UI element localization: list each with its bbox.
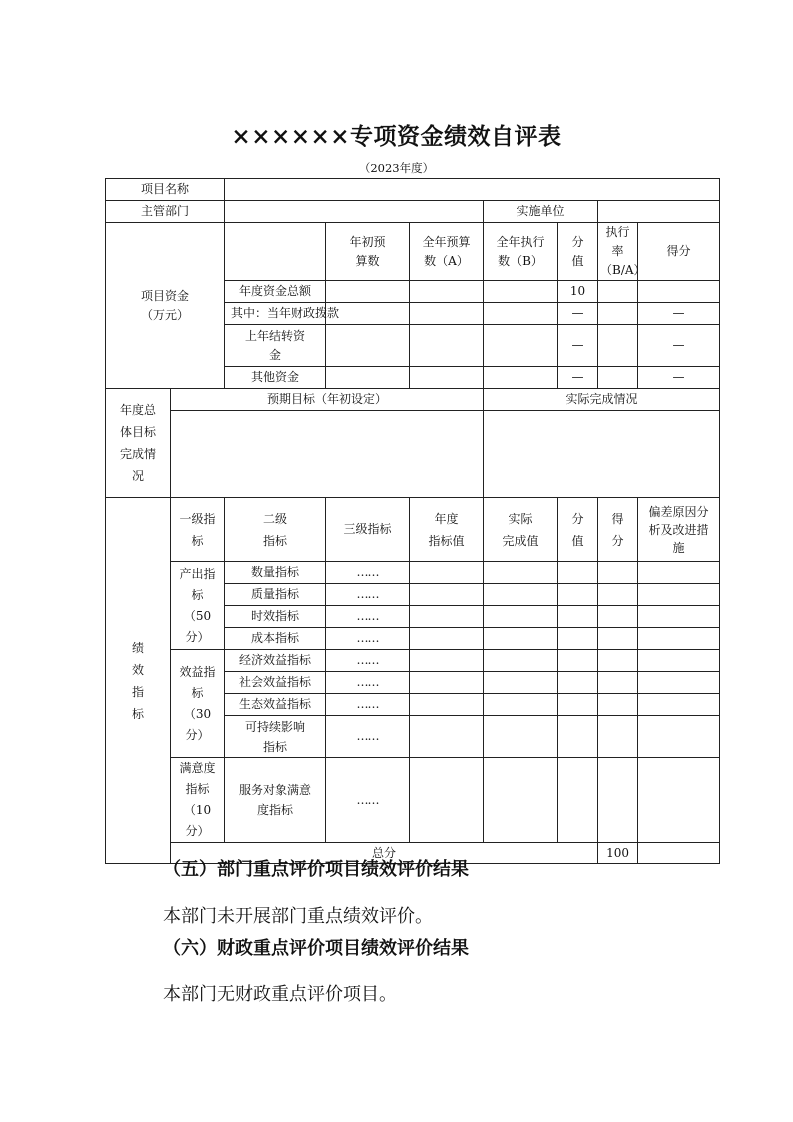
dash: —	[638, 325, 720, 367]
perf-reason-header: 偏差原因分 析及改进措 施	[638, 498, 720, 562]
section6-heading: （六）财政重点评价项目绩效评价结果	[163, 938, 469, 959]
indicator-sustainable: 可持续影响 指标	[225, 716, 326, 758]
indicator-cost: 成本指标	[225, 628, 326, 650]
output-indicator-group: 产出指 标 （50 分）	[171, 562, 225, 650]
col-initial-budget: 年初预 算数	[326, 223, 410, 281]
project-name-label: 项目名称	[106, 179, 225, 201]
actual-completion-content	[484, 411, 720, 498]
perf-score-header: 得 分	[598, 498, 638, 562]
indicator-detail: ……	[326, 650, 410, 672]
dept-label: 主管部门	[106, 201, 225, 223]
benefit-indicator-group: 效益指 标 （30 分）	[171, 650, 225, 758]
page-subtitle: （2023年度）	[358, 161, 435, 175]
section5-text: 本部门未开展部门重点绩效评价。	[163, 906, 433, 927]
indicator-detail: ……	[326, 606, 410, 628]
dept-value	[225, 201, 484, 223]
row-total-weight: 10	[558, 281, 598, 303]
perf-level3-header: 三级指标	[326, 498, 410, 562]
perf-level1-header: 一级指 标	[171, 498, 225, 562]
indicator-timeliness: 时效指标	[225, 606, 326, 628]
indicator-detail: ……	[326, 584, 410, 606]
perf-weight-header: 分 值	[558, 498, 598, 562]
total-score-label: 总分	[171, 843, 598, 864]
expected-goal-header: 预期目标（年初设定）	[171, 389, 484, 411]
col-annual-budget: 全年预算 数（A）	[410, 223, 484, 281]
col-score: 得分	[638, 223, 720, 281]
performance-self-evaluation-table	[105, 178, 720, 864]
project-name-value	[225, 179, 720, 201]
section6-text: 本部门无财政重点评价项目。	[163, 984, 397, 1005]
perf-actual-header: 实际 完成值	[484, 498, 558, 562]
indicator-ecological: 生态效益指标	[225, 694, 326, 716]
annual-goal-label: 年度总 体目标 完成情 况	[106, 389, 171, 498]
indicator-detail: ……	[326, 758, 410, 843]
dash: —	[558, 367, 598, 389]
expected-goal-content	[171, 411, 484, 498]
total-weight: 100	[598, 843, 638, 864]
indicator-detail: ……	[326, 562, 410, 584]
impl-unit-value	[598, 201, 720, 223]
perf-level2-header: 二级 指标	[225, 498, 326, 562]
col-annual-exec: 全年执行 数（B）	[484, 223, 558, 281]
indicator-quality: 质量指标	[225, 584, 326, 606]
indicator-detail: ……	[326, 694, 410, 716]
row-total-funds: 年度资金总额	[225, 281, 326, 303]
row-other-funds: 其他资金	[225, 367, 326, 389]
indicator-service-satisfaction: 服务对象满意 度指标	[225, 758, 326, 843]
performance-label: 绩 效 指 标	[106, 498, 171, 864]
dash: —	[638, 367, 720, 389]
impl-unit-label: 实施单位	[484, 201, 598, 223]
indicator-quantity: 数量指标	[225, 562, 326, 584]
col-score-weight: 分 值	[558, 223, 598, 281]
row-carryover-funds: 上年结转资 金	[225, 325, 326, 367]
indicator-detail: ……	[326, 672, 410, 694]
funds-header-blank	[225, 223, 326, 281]
indicator-economic: 经济效益指标	[225, 650, 326, 672]
dash: —	[558, 325, 598, 367]
indicator-detail: ……	[326, 628, 410, 650]
dash: —	[638, 303, 720, 325]
page-title: ××××××专项资金绩效自评表	[231, 123, 562, 150]
section5-heading: （五）部门重点评价项目绩效评价结果	[163, 859, 469, 880]
indicator-detail: ……	[326, 716, 410, 758]
satisfaction-indicator-group: 满意度 指标 （10 分）	[171, 758, 225, 843]
perf-target-header: 年度 指标值	[410, 498, 484, 562]
dash: —	[558, 303, 598, 325]
funds-label: 项目资金 （万元）	[106, 223, 225, 389]
actual-completion-header: 实际完成情况	[484, 389, 720, 411]
indicator-social: 社会效益指标	[225, 672, 326, 694]
row-fiscal-funds: 其中：当年财政拨款	[225, 303, 326, 325]
col-exec-rate: 执行率 （B/A）	[598, 223, 638, 281]
